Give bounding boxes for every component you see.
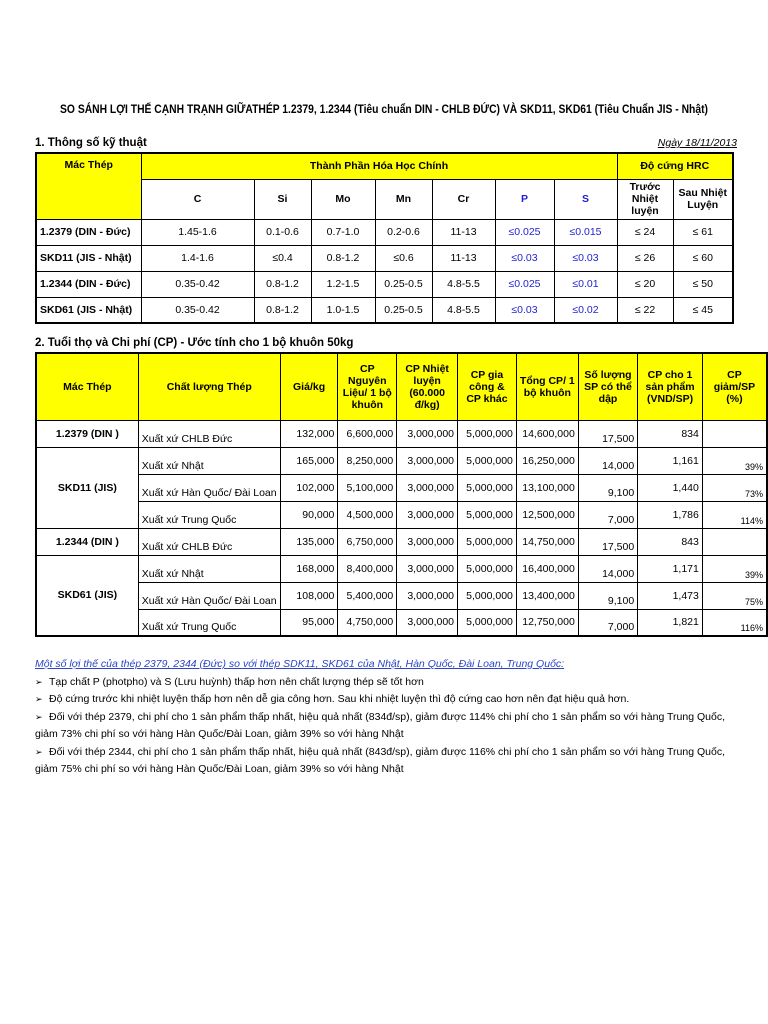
t2-header-cp-heat: CP Nhiệt luyện (60.000 đ/kg) — [397, 353, 458, 420]
t2-cp-machining: 5,000,000 — [458, 474, 517, 501]
t1-header-after: Sau Nhiệt Luyện — [673, 179, 733, 219]
t1-hrc-after: ≤ 45 — [673, 297, 733, 323]
t2-header-cp-unit: CP cho 1 sản phẩm (VND/SP) — [638, 353, 703, 420]
t2-price: 108,000 — [280, 582, 338, 609]
t1-value: ≤0.025 — [495, 271, 554, 297]
t1-grade: 1.2344 (DIN - Đức) — [36, 271, 141, 297]
t2-row — [36, 555, 767, 582]
t1-row — [36, 297, 733, 323]
t1-value: 0.1-0.6 — [254, 219, 311, 245]
t2-cp-raw: 8,400,000 — [338, 555, 397, 582]
t1-value: 1.2-1.5 — [311, 271, 375, 297]
t2-quality: Xuất xứ CHLB Đức — [138, 420, 280, 447]
t2-qty: 9,100 — [578, 582, 637, 609]
t2-row — [36, 420, 767, 447]
arrow-bullet-icon: ➢ — [35, 746, 43, 757]
arrow-bullet-icon: ➢ — [35, 694, 43, 704]
t2-cp-heat: 3,000,000 — [397, 555, 458, 582]
t1-value: 4.8-5.5 — [432, 271, 495, 297]
page-title: SO SÁNH LỢI THẾ CẠNH TRẠNH GIỮATHÉP 1.2379, 1.2344 (Tiêu chuẩn DIN - CHLB ĐỨC) VÀ SKD11, SKD61 (Tiêu Chuẩn JIS - Nhật) — [60, 102, 708, 116]
t1-element: Mo — [311, 179, 375, 219]
t2-total: 13,100,000 — [516, 474, 578, 501]
t2-cp-reduce: 75% — [702, 582, 767, 609]
t2-price: 102,000 — [280, 474, 338, 501]
t2-cp-heat: 3,000,000 — [397, 528, 458, 555]
t1-element: Mn — [375, 179, 432, 219]
t1-value: 1.4-1.6 — [141, 245, 254, 271]
t1-value: 1.45-1.6 — [141, 219, 254, 245]
t2-cp-raw: 5,400,000 — [338, 582, 397, 609]
t2-quality: Xuất xứ CHLB Đức — [138, 528, 280, 555]
t2-cp-reduce — [702, 528, 767, 555]
t1-header-composition: Thành Phần Hóa Học Chính — [141, 153, 617, 179]
t1-element: P — [495, 179, 554, 219]
t2-header-cp-raw: CP Nguyên Liệu/ 1 bộ khuôn — [338, 353, 397, 420]
t2-price: 165,000 — [280, 447, 338, 474]
t2-grade: 1.2344 (DIN ) — [36, 528, 138, 555]
t1-header-hrc: Độ cứng HRC — [617, 153, 733, 179]
t2-price: 168,000 — [280, 555, 338, 582]
t2-cp-heat: 3,000,000 — [397, 609, 458, 636]
t2-total: 16,250,000 — [516, 447, 578, 474]
t1-value: ≤0.03 — [554, 245, 617, 271]
t2-qty: 17,500 — [578, 420, 637, 447]
t2-cp-raw: 4,750,000 — [338, 609, 397, 636]
t1-grade: SKD11 (JIS - Nhật) — [36, 245, 141, 271]
t2-row — [36, 447, 767, 474]
t2-cp-machining: 5,000,000 — [458, 555, 517, 582]
t2-price: 90,000 — [280, 501, 338, 528]
t2-price: 135,000 — [280, 528, 338, 555]
tech-spec-table — [35, 152, 734, 324]
t1-value: ≤0.4 — [254, 245, 311, 271]
section1-heading: 1. Thông số kỹ thuật — [35, 137, 147, 149]
t2-cp-reduce: 114% — [702, 501, 767, 528]
t1-value: 11-13 — [432, 219, 495, 245]
t2-header-price: Giá/kg — [280, 353, 338, 420]
t2-qty: 17,500 — [578, 528, 637, 555]
t1-value: 0.8-1.2 — [254, 271, 311, 297]
t2-total: 14,750,000 — [516, 528, 578, 555]
t2-cp-machining: 5,000,000 — [458, 447, 517, 474]
t2-cp-raw: 5,100,000 — [338, 474, 397, 501]
t1-value: 0.35-0.42 — [141, 297, 254, 323]
t2-cp-machining: 5,000,000 — [458, 420, 517, 447]
t2-row — [36, 582, 767, 609]
t2-row — [36, 528, 767, 555]
document-date: Ngày 18/11/2013 — [657, 137, 737, 149]
t1-value: 0.8-1.2 — [254, 297, 311, 323]
t1-value: 0.35-0.42 — [141, 271, 254, 297]
note-text: Tạp chất P (photpho) và S (Lưu huỳnh) thấp hơn nên chất lượng thép sẽ tốt hơn — [49, 675, 424, 688]
t2-header-qty: Số lượng SP có thể dập — [578, 353, 637, 420]
t2-cp-heat: 3,000,000 — [397, 420, 458, 447]
t1-value: 11-13 — [432, 245, 495, 271]
t2-cp-raw: 6,600,000 — [338, 420, 397, 447]
note-item — [35, 691, 735, 709]
t2-cp-reduce: 73% — [702, 474, 767, 501]
t2-quality: Xuất xứ Nhật — [138, 447, 280, 474]
arrow-bullet-icon: ➢ — [35, 676, 43, 687]
t2-header-cp-machining: CP gia công & CP khác — [458, 353, 517, 420]
t1-value: ≤0.02 — [554, 297, 617, 323]
notes-heading: Một số lợi thế của thép 2379, 2344 (Đức) so với thép SDK11, SKD61 của Nhật, Hàn Quốc, Đài Loan, Trung Quốc: — [35, 658, 565, 670]
t2-qty: 14,000 — [578, 447, 637, 474]
t2-cp-machining: 5,000,000 — [458, 609, 517, 636]
note-item — [35, 709, 735, 744]
t2-cp-heat: 3,000,000 — [397, 474, 458, 501]
t2-price: 95,000 — [280, 609, 338, 636]
t1-value: ≤0.03 — [495, 297, 554, 323]
t1-value: ≤0.01 — [554, 271, 617, 297]
t1-value: 0.2-0.6 — [375, 219, 432, 245]
t1-grade: SKD61 (JIS - Nhật) — [36, 297, 141, 323]
t2-total: 12,750,000 — [516, 609, 578, 636]
t2-grade: 1.2379 (DIN ) — [36, 420, 138, 447]
cost-table — [35, 352, 768, 637]
t1-row — [36, 219, 733, 245]
notes-section — [35, 656, 735, 779]
t2-qty: 14,000 — [578, 555, 637, 582]
t2-grade: SKD11 (JIS) — [36, 447, 138, 528]
t2-qty: 9,100 — [578, 474, 637, 501]
arrow-bullet-icon: ➢ — [35, 711, 43, 722]
t1-value: ≤0.015 — [554, 219, 617, 245]
t2-cp-unit: 1,171 — [638, 555, 703, 582]
t1-hrc-before: ≤ 22 — [617, 297, 673, 323]
t1-hrc-after: ≤ 60 — [673, 245, 733, 271]
t1-header-before: Trước Nhiệt luyện — [617, 179, 673, 219]
t2-header-total: Tổng CP/ 1 bộ khuôn — [516, 353, 578, 420]
t2-cp-heat: 3,000,000 — [397, 447, 458, 474]
t2-cp-unit: 1,786 — [638, 501, 703, 528]
t2-total: 13,400,000 — [516, 582, 578, 609]
t2-quality: Xuất xứ Trung Quốc — [138, 609, 280, 636]
t2-quality: Xuất xứ Hàn Quốc/ Đài Loan — [138, 582, 280, 609]
t1-element: S — [554, 179, 617, 219]
t2-cp-unit: 1,473 — [638, 582, 703, 609]
t1-hrc-before: ≤ 20 — [617, 271, 673, 297]
t2-qty: 7,000 — [578, 609, 637, 636]
t1-element: C — [141, 179, 254, 219]
t2-cp-raw: 8,250,000 — [338, 447, 397, 474]
t1-value: ≤0.03 — [495, 245, 554, 271]
t2-cp-machining: 5,000,000 — [458, 528, 517, 555]
t2-price: 132,000 — [280, 420, 338, 447]
t1-value: ≤0.025 — [495, 219, 554, 245]
t2-row — [36, 609, 767, 636]
section2-heading: 2. Tuổi thọ và Chi phí (CP) - Ước tính cho 1 bộ khuôn 50kg — [35, 337, 354, 349]
t2-header-quality: Chất lượng Thép — [138, 353, 280, 420]
t2-cp-reduce: 39% — [702, 555, 767, 582]
t2-total: 16,400,000 — [516, 555, 578, 582]
t2-cp-machining: 5,000,000 — [458, 582, 517, 609]
t1-grade: 1.2379 (DIN - Đức) — [36, 219, 141, 245]
t1-header-grade: Mác Thép — [36, 153, 141, 219]
t2-cp-heat: 3,000,000 — [397, 582, 458, 609]
t2-cp-raw: 6,750,000 — [338, 528, 397, 555]
t2-cp-heat: 3,000,000 — [397, 501, 458, 528]
t1-value: 0.7-1.0 — [311, 219, 375, 245]
t2-total: 14,600,000 — [516, 420, 578, 447]
t2-quality: Xuất xứ Nhật — [138, 555, 280, 582]
t1-value: 0.8-1.2 — [311, 245, 375, 271]
t2-cp-raw: 4,500,000 — [338, 501, 397, 528]
t2-quality: Xuất xứ Hàn Quốc/ Đài Loan — [138, 474, 280, 501]
t2-cp-unit: 834 — [638, 420, 703, 447]
t2-grade: SKD61 (JIS) — [36, 555, 138, 636]
t2-total: 12,500,000 — [516, 501, 578, 528]
t2-cp-unit: 1,161 — [638, 447, 703, 474]
t2-header-grade: Mác Thép — [36, 353, 138, 420]
note-text: Đối với thép 2344, chi phí cho 1 sản phẩm thấp nhất, hiệu quả nhất (843đ/sp), giảm được 116% chi phí cho 1 sản phẩm so với hàng Trung Quốc, giảm 75% chi phí so với hàng Hàn Quốc/Đài Loan, giảm 39% so với hàng Nhật — [35, 745, 725, 775]
t2-row — [36, 501, 767, 528]
t1-element: Si — [254, 179, 311, 219]
t2-cp-reduce — [702, 420, 767, 447]
t1-value: 1.0-1.5 — [311, 297, 375, 323]
t2-row — [36, 474, 767, 501]
t1-hrc-before: ≤ 26 — [617, 245, 673, 271]
t1-value: 0.25-0.5 — [375, 271, 432, 297]
t1-row — [36, 271, 733, 297]
t2-cp-reduce: 116% — [702, 609, 767, 636]
note-text: Độ cứng trước khi nhiệt luyện thấp hơn nên dễ gia công hơn. Sau khi nhiệt luyện thì độ cứng cao hơn nên đạt hiệu quả hơn. — [49, 693, 630, 705]
t1-element: Cr — [432, 179, 495, 219]
t1-hrc-before: ≤ 24 — [617, 219, 673, 245]
t2-cp-unit: 1,821 — [638, 609, 703, 636]
t2-qty: 7,000 — [578, 501, 637, 528]
t1-value: 4.8-5.5 — [432, 297, 495, 323]
t1-value: 0.25-0.5 — [375, 297, 432, 323]
note-item — [35, 744, 735, 779]
t2-cp-machining: 5,000,000 — [458, 501, 517, 528]
t2-cp-unit: 843 — [638, 528, 703, 555]
t1-hrc-after: ≤ 61 — [673, 219, 733, 245]
note-item — [35, 674, 735, 692]
t1-row — [36, 245, 733, 271]
t2-cp-reduce: 39% — [702, 447, 767, 474]
note-text: Đối với thép 2379, chi phí cho 1 sản phẩm thấp nhất, hiệu quả nhất (834đ/sp), giảm được 114% chi phí cho 1 sản phẩm so với hàng Trung Quốc, giảm 73% chi phí so với hàng Hàn Quốc/Đài Loan, giảm 39% so với hàng Nhật — [35, 710, 725, 740]
t1-hrc-after: ≤ 50 — [673, 271, 733, 297]
t2-cp-unit: 1,440 — [638, 474, 703, 501]
t1-value: ≤0.6 — [375, 245, 432, 271]
t2-header-cp-reduce: CP giảm/SP (%) — [702, 353, 767, 420]
t2-quality: Xuất xứ Trung Quốc — [138, 501, 280, 528]
